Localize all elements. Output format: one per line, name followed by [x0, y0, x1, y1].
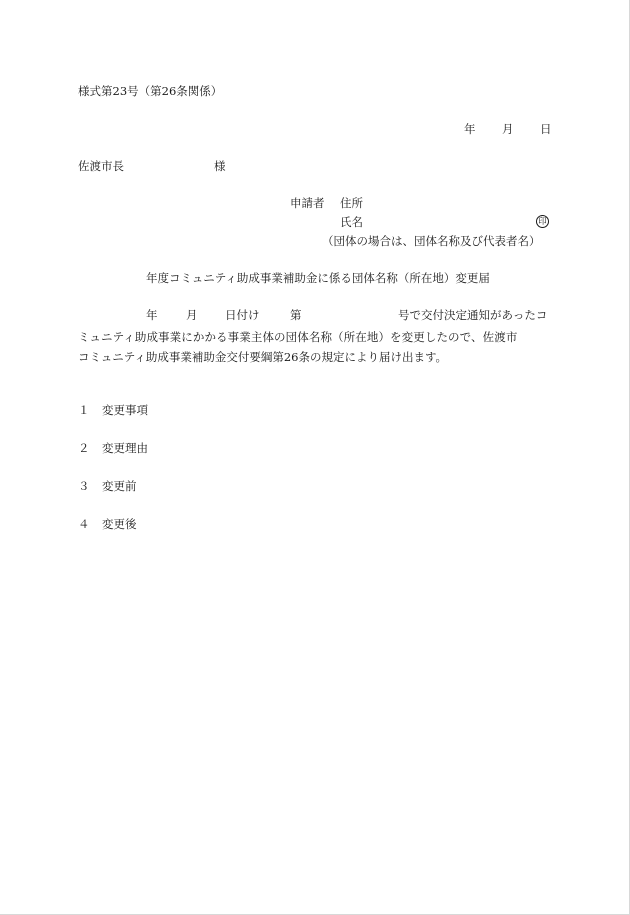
group-note: （団体の場合は、団体名称及び代表者名）: [322, 234, 541, 248]
date-day-label: 日: [540, 122, 552, 136]
item-number: １: [78, 403, 90, 417]
body-line-2: ミュニティ助成事業にかかる事業主体の団体名称（所在地）を変更したので、佐渡市: [78, 330, 518, 344]
item-label: 変更事項: [102, 403, 148, 417]
body-date-label: 日付け: [225, 308, 260, 322]
item-label: 変更前: [102, 479, 137, 493]
date-year-label: 年: [464, 122, 476, 136]
addressee-honorific: 様: [214, 159, 226, 173]
body-line-1-rest: 号で交付決定通知があったコ: [398, 308, 548, 322]
item-number: ２: [78, 441, 90, 455]
addressee-name: 佐渡市長: [78, 159, 124, 173]
item-number: ３: [78, 479, 90, 493]
item-label: 変更理由: [102, 441, 148, 455]
applicant-name-label: 氏名: [340, 215, 363, 229]
item-label: 変更後: [102, 517, 137, 531]
list-item: [78, 481, 137, 493]
applicant-address-label: 住所: [340, 196, 363, 210]
form-number: 様式第23号（第26条関係）: [78, 84, 223, 98]
body-line-3: コミュニティ助成事業補助金交付要綱第26条の規定により届け出ます。: [78, 350, 448, 364]
item-number: ４: [78, 517, 90, 531]
list-item: [78, 443, 148, 455]
body-number-prefix: 第: [290, 308, 302, 322]
applicant-label: 申請者: [290, 196, 325, 210]
list-item: [78, 519, 137, 531]
document-title: 年度コミュニティ助成事業補助金に係る団体名称（所在地）変更届: [146, 271, 490, 285]
body-year-label: 年: [146, 308, 158, 322]
body-month-label: 月: [186, 308, 198, 322]
date-month-label: 月: [502, 122, 514, 136]
seal-icon: 印: [536, 215, 549, 228]
body-line-1: [146, 310, 550, 324]
list-item: [78, 405, 148, 417]
